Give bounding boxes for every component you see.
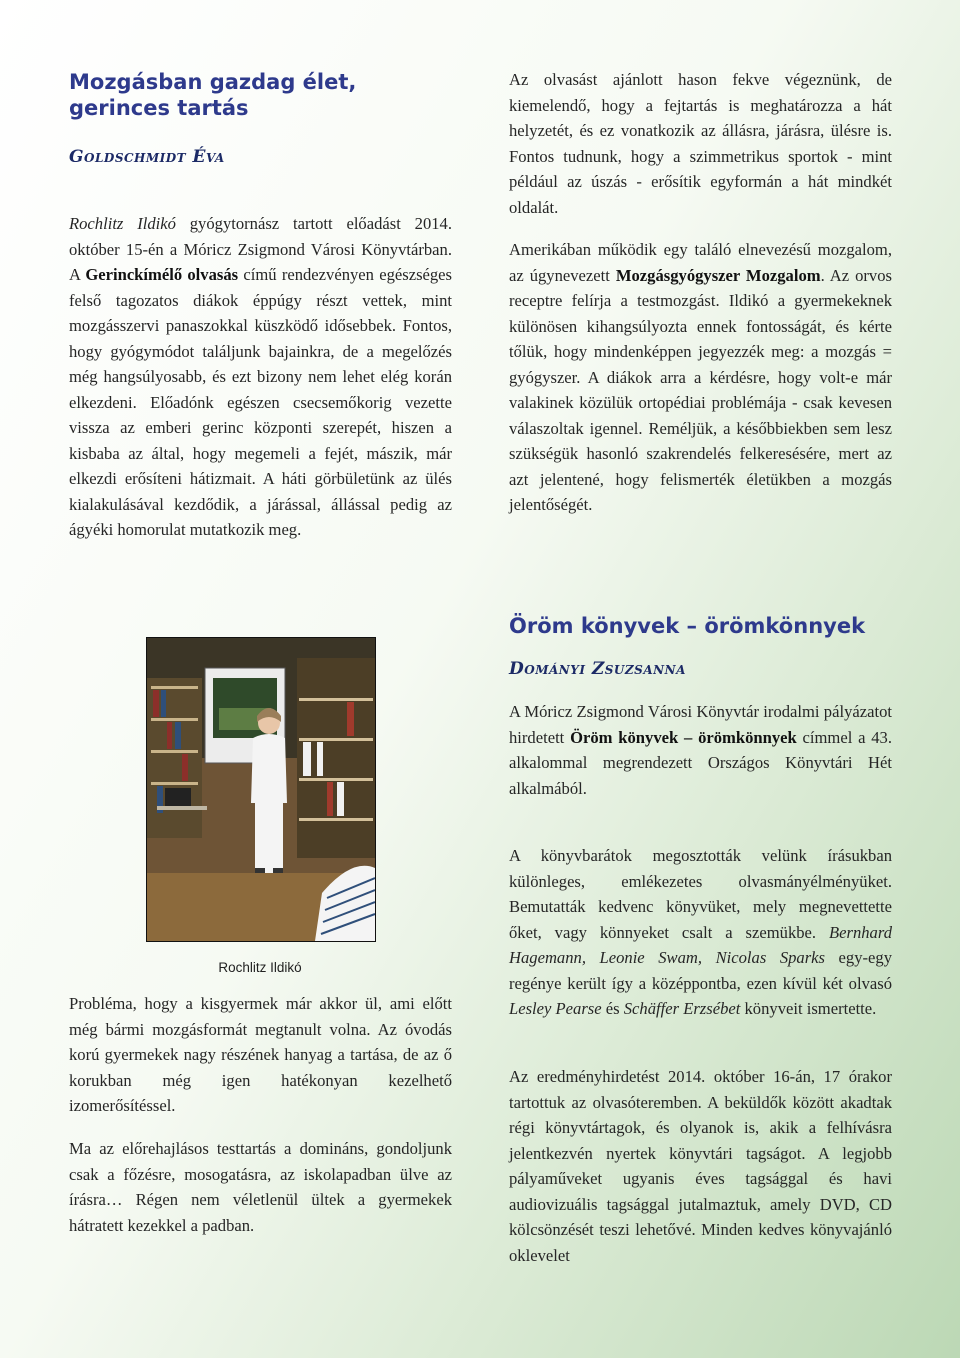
- author-name: Lesley Pearse: [509, 999, 602, 1018]
- author-name: Schäffer Erzsébet: [623, 999, 741, 1018]
- event-name: Gerinckímélő olvasás: [85, 265, 239, 284]
- contest-name: Öröm könyvek – örömkönnyek: [570, 727, 797, 747]
- author-names: Bernhard Hagemann, Leonie Swam, Nicolas Sparks: [509, 922, 892, 967]
- article-author-2: Dományi Zsuzsanna: [509, 659, 686, 679]
- speaker-photo: [146, 637, 376, 942]
- article-1-paragraph-1: Rochlitz Ildikó gyógytornász tartott előadást 2014. október 15-én a Móricz Zsigmond Városi Könyvtárban. A Gerinckímélő olvasás című rendezvényen egészséges felső tagozatos diákok éppúgy részt vettek, mint mozgásszervi panaszokkal küszködő idősebbek. Fontos, hogy gyógymódot találjunk bajainkra, de a megelőzés még hangsúlyosabb, és ezt bizony nem lehet elég korán elkezdeni. Előadónk egészen csecsemőkorig vezette vissza az emberi gerinc központi szerepét, hiszen a kisbaba az által, hogy megemeli a fejét, mászik, már elkezdi erősíteni hátizmait. A háti görbületünk az ülés kialakulásával kezdődik, a járással, állással pedig az ágyéki homorulat mutatkozik meg.: [69, 214, 453, 539]
- article-title-2: Öröm könyvek – örömkönnyek: [509, 614, 866, 638]
- article-2-paragraph-3: Az eredményhirdetést 2014. október 16-án, 17 órakor tartottuk az olvasóteremben. A beküldők között akadtak régi könyvtártagok, és olyanok is, akik a felhívásra jelentkezvén nyertek könyvtári tagságot. A legjobb pályaműveket ugyanis éves tagsággal és havi audiovizuális tagsággal jutalmaztuk, amely DVD, CD kölcsönzését teszi lehetővé. Minden kedves könyvajánló oklevelet: [509, 1067, 892, 1265]
- movement-name: Mozgásgyógyszer Mozgalom: [615, 265, 821, 285]
- speaker-name: Rochlitz Ildikó: [69, 214, 176, 233]
- article-1-paragraph-4: Az olvasást ajánlott hason fekve végeznünk, de kiemelendő, hogy a fejtartás is meghatározza a hát helyzetét, és ez vonatkozik az állásra, járásra, ülésre is. Fontos tudnunk, hogy a szimmetrikus sportok - mint például az úszás - erősítik egyformán a hát mindkét oldalát.: [509, 70, 892, 217]
- article-1-paragraph-2: Probléma, hogy a kisgyermek már akkor ül, ami előtt még bármi mozgásformát megtanult volna. Az óvodás korú gyermekek nagy részének hanyag a tartása, de az ő korukban még igen hatékonyan kezelhető izomerősítéssel.: [69, 994, 452, 1115]
- article-1-paragraph-3: Ma az előrehajlásos testtartás a domináns, gondoljunk csak a főzésre, mosogatásra, az iskolapadban ülve az írásra… Régen nem véletlenül ültek a gyermekek hátratett kezekkel a padban.: [69, 1139, 452, 1235]
- article-2-paragraph-1: A Móricz Zsigmond Városi Könyvtár irodalmi pályázatot hirdetett Öröm könyvek – örömkönnyek címmel a 43. alkalommal megrendezett Országos Könyvtári Hét alkalmából.: [509, 702, 892, 798]
- article-1-paragraph-5: Amerikában működik egy találó elnevezésű mozgalom, az úgynevezett Mozgásgyógyszer Mozgalom. Az orvos receptre felírja a testmozgást. Ildikó a gyermekeknek különösen kihangsúlyozta ennek fontosságát, és kérte tőlük, hogy mindenképpen jegyezzék meg: a mozgás = gyógyszer. A diákok arra a kérdésre, hogy volt-e már valakinek közülük ortopédiai problémája - csak kevesen válaszoltak igennel. Reméljük, a későbbiekben sem lesz szükségük hasonló szakrendelés felkeresésére, mert az azt jelentené, hogy felismerték életükben a mozgás jelentőségét.: [509, 240, 892, 514]
- article-2-paragraph-2: A könyvbarátok megosztották velünk írásukban különleges, emlékezetes olvasmányélményüket. Bemutatták kedvenc könyvüket, mely megnevettette őket, vagy könnyeket csalt a szemükbe. Bernhard Hagemann, Leonie Swam, Nicolas Sparks egy-egy regénye került így a középpontba, ezen kívül két olvasó Lesley Pearse és Schäffer Erzsébet könyveit ismertette.: [509, 846, 892, 1018]
- article-title-1: Mozgásban gazdag élet, gerinces tartás: [69, 70, 357, 120]
- photo-caption: Rochlitz Ildikó: [218, 960, 302, 975]
- article-author-1: Goldschmidt Éva: [69, 147, 225, 167]
